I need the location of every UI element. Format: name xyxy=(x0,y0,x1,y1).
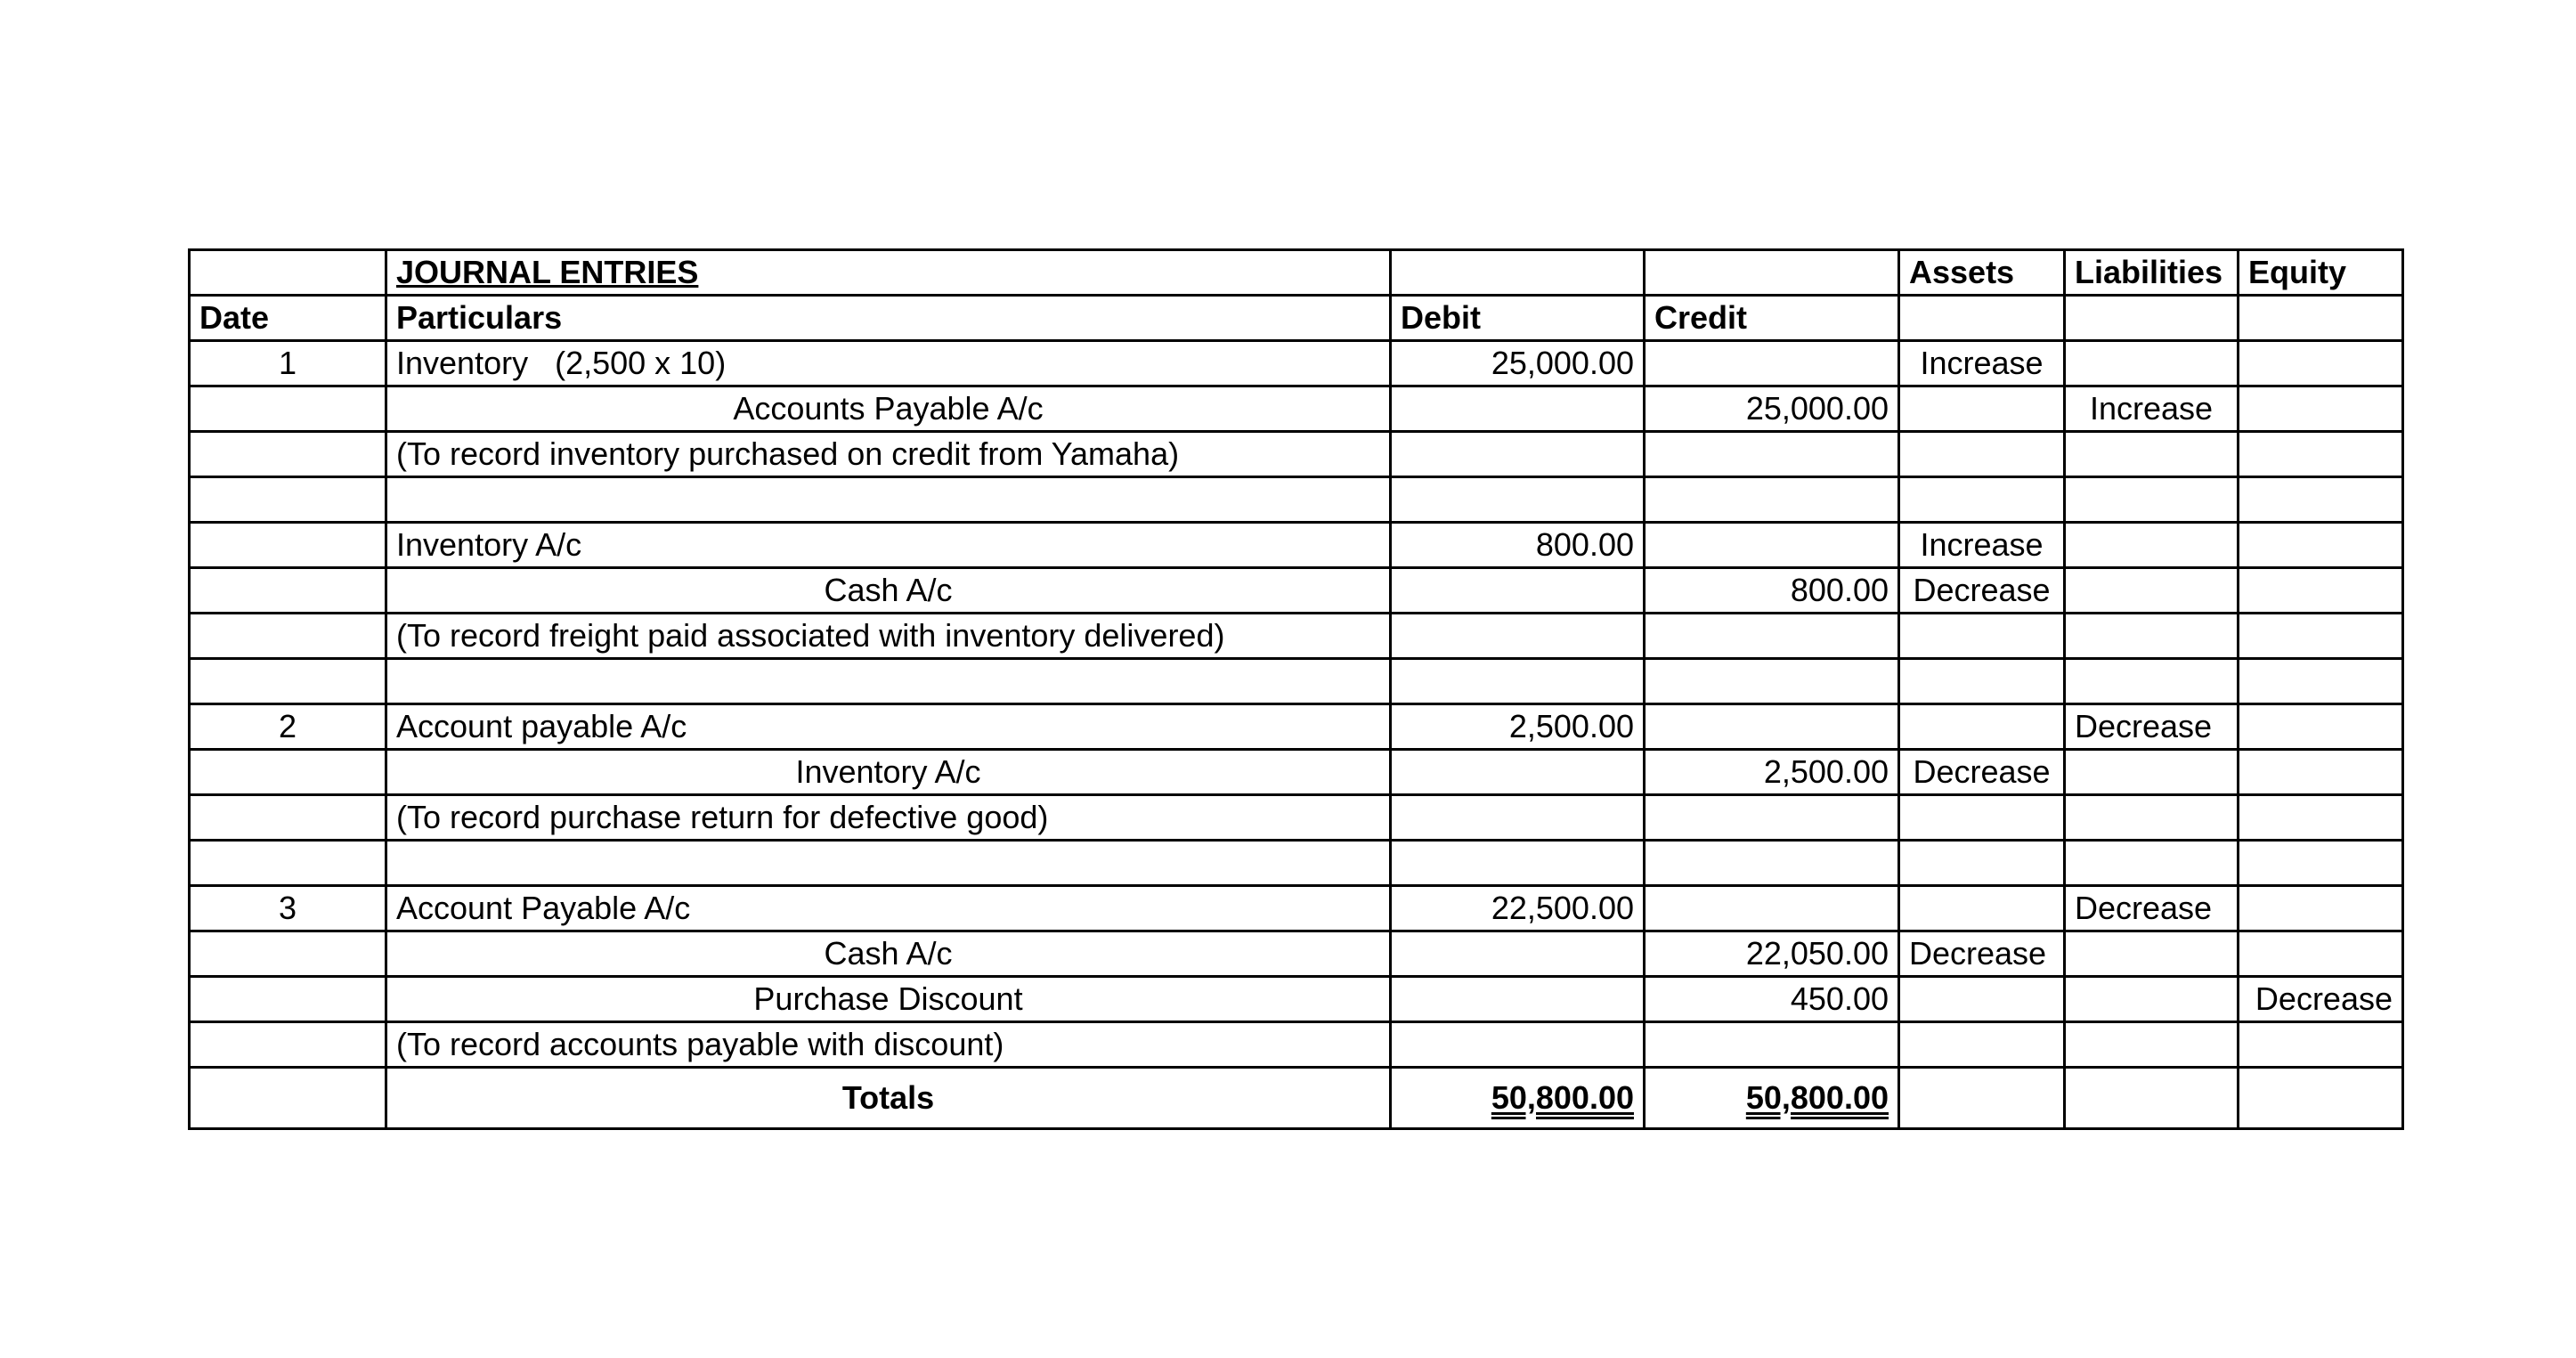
particulars-cell: (To record freight paid associated with inventory delivered) xyxy=(386,614,1391,659)
assets-effect-cell xyxy=(1899,795,2065,841)
equity-effect-cell xyxy=(2239,841,2403,886)
table-row xyxy=(190,614,2403,659)
header-row-top xyxy=(190,250,2403,296)
table-row xyxy=(190,931,2403,977)
table-row xyxy=(190,432,2403,477)
debit-cell xyxy=(1391,477,1645,523)
equity-effect-cell xyxy=(2239,523,2403,568)
debit-cell xyxy=(1391,931,1645,977)
particulars-cell: Account Payable A/c xyxy=(386,886,1391,931)
journal-title: JOURNAL ENTRIES xyxy=(386,250,1391,296)
liabilities-header: Liabilities xyxy=(2065,250,2239,296)
table-row xyxy=(190,477,2403,523)
date-cell xyxy=(190,614,386,659)
equity-effect-cell xyxy=(2239,477,2403,523)
liabilities-effect-cell: Decrease xyxy=(2065,886,2239,931)
particulars-header: Particulars xyxy=(386,296,1391,341)
particulars-cell: Inventory A/c xyxy=(386,523,1391,568)
assets-effect-cell xyxy=(1899,659,2065,704)
table-row xyxy=(190,341,2403,386)
table-row xyxy=(190,704,2403,750)
header-empty-liabilities xyxy=(2065,296,2239,341)
equity-effect-cell xyxy=(2239,341,2403,386)
date-cell xyxy=(190,477,386,523)
equity-effect-cell xyxy=(2239,386,2403,432)
date-header: Date xyxy=(190,296,386,341)
liabilities-effect-cell xyxy=(2065,568,2239,614)
totals-debit xyxy=(1391,1068,1645,1129)
assets-effect-cell xyxy=(1899,977,2065,1022)
header-empty-debit xyxy=(1391,250,1645,296)
credit-cell xyxy=(1645,614,1899,659)
liabilities-effect-cell xyxy=(2065,931,2239,977)
date-cell xyxy=(190,841,386,886)
debit-cell xyxy=(1391,386,1645,432)
equity-header: Equity xyxy=(2239,250,2403,296)
assets-effect-cell xyxy=(1899,614,2065,659)
particulars-cell: Cash A/c xyxy=(386,568,1391,614)
credit-cell xyxy=(1645,1022,1899,1068)
header-empty-equity xyxy=(2239,296,2403,341)
equity-effect-cell xyxy=(2239,432,2403,477)
credit-cell xyxy=(1645,659,1899,704)
date-cell xyxy=(190,523,386,568)
date-cell xyxy=(190,432,386,477)
particulars-cell: Purchase Discount xyxy=(386,977,1391,1022)
date-cell xyxy=(190,977,386,1022)
credit-cell: 450.00 xyxy=(1645,977,1899,1022)
table-row xyxy=(190,977,2403,1022)
totals-empty-assets xyxy=(1899,1068,2065,1129)
particulars-cell: Accounts Payable A/c xyxy=(386,386,1391,432)
debit-cell xyxy=(1391,977,1645,1022)
liabilities-effect-cell xyxy=(2065,523,2239,568)
assets-effect-cell: Increase xyxy=(1899,341,2065,386)
date-cell xyxy=(190,795,386,841)
assets-effect-cell: Decrease xyxy=(1899,750,2065,795)
date-cell xyxy=(190,568,386,614)
liabilities-effect-cell xyxy=(2065,477,2239,523)
assets-effect-cell xyxy=(1899,704,2065,750)
debit-cell xyxy=(1391,841,1645,886)
table-row xyxy=(190,841,2403,886)
particulars-cell xyxy=(386,659,1391,704)
journal-entries-table xyxy=(188,248,2404,1130)
liabilities-effect-cell: Increase xyxy=(2065,386,2239,432)
header-empty-assets xyxy=(1899,296,2065,341)
totals-empty-liabilities xyxy=(2065,1068,2239,1129)
header-row-columns xyxy=(190,296,2403,341)
liabilities-effect-cell xyxy=(2065,1022,2239,1068)
totals-debit-value: 50,800.00 xyxy=(1491,1079,1634,1116)
equity-effect-cell xyxy=(2239,931,2403,977)
liabilities-effect-cell: Decrease xyxy=(2065,704,2239,750)
equity-effect-cell xyxy=(2239,659,2403,704)
equity-effect-cell xyxy=(2239,886,2403,931)
date-cell: 3 xyxy=(190,886,386,931)
debit-cell xyxy=(1391,795,1645,841)
liabilities-effect-cell xyxy=(2065,841,2239,886)
particulars-cell xyxy=(386,477,1391,523)
particulars-cell: Inventory (2,500 x 10) xyxy=(386,341,1391,386)
credit-cell xyxy=(1645,432,1899,477)
date-cell: 2 xyxy=(190,704,386,750)
table-row xyxy=(190,568,2403,614)
particulars-cell: Inventory A/c xyxy=(386,750,1391,795)
equity-effect-cell xyxy=(2239,704,2403,750)
credit-cell xyxy=(1645,795,1899,841)
particulars-cell: Account payable A/c xyxy=(386,704,1391,750)
equity-effect-cell xyxy=(2239,795,2403,841)
credit-cell xyxy=(1645,841,1899,886)
particulars-cell: Cash A/c xyxy=(386,931,1391,977)
liabilities-effect-cell xyxy=(2065,341,2239,386)
totals-label: Totals xyxy=(386,1068,1391,1129)
credit-cell: 800.00 xyxy=(1645,568,1899,614)
debit-header: Debit xyxy=(1391,296,1645,341)
credit-header: Credit xyxy=(1645,296,1899,341)
equity-effect-cell xyxy=(2239,750,2403,795)
credit-cell: 2,500.00 xyxy=(1645,750,1899,795)
liabilities-effect-cell xyxy=(2065,795,2239,841)
debit-cell xyxy=(1391,568,1645,614)
totals-credit xyxy=(1645,1068,1899,1129)
debit-cell xyxy=(1391,1022,1645,1068)
totals-empty-date xyxy=(190,1068,386,1129)
debit-cell xyxy=(1391,659,1645,704)
particulars-cell xyxy=(386,841,1391,886)
debit-cell: 800.00 xyxy=(1391,523,1645,568)
table-row xyxy=(190,1022,2403,1068)
credit-cell: 22,050.00 xyxy=(1645,931,1899,977)
liabilities-effect-cell xyxy=(2065,659,2239,704)
liabilities-effect-cell xyxy=(2065,750,2239,795)
debit-cell: 22,500.00 xyxy=(1391,886,1645,931)
assets-effect-cell: Decrease xyxy=(1899,931,2065,977)
date-cell xyxy=(190,1022,386,1068)
liabilities-effect-cell xyxy=(2065,977,2239,1022)
assets-effect-cell xyxy=(1899,841,2065,886)
assets-effect-cell: Increase xyxy=(1899,523,2065,568)
particulars-cell: (To record inventory purchased on credit from Yamaha) xyxy=(386,432,1391,477)
date-cell xyxy=(190,659,386,704)
assets-effect-cell xyxy=(1899,1022,2065,1068)
debit-cell xyxy=(1391,432,1645,477)
credit-cell xyxy=(1645,523,1899,568)
assets-effect-cell: Decrease xyxy=(1899,568,2065,614)
particulars-cell: (To record accounts payable with discount) xyxy=(386,1022,1391,1068)
date-cell: 1 xyxy=(190,341,386,386)
table-row xyxy=(190,750,2403,795)
assets-effect-cell xyxy=(1899,386,2065,432)
table-row xyxy=(190,523,2403,568)
credit-cell xyxy=(1645,477,1899,523)
credit-cell xyxy=(1645,704,1899,750)
totals-row xyxy=(190,1068,2403,1129)
table-row xyxy=(190,886,2403,931)
credit-cell xyxy=(1645,886,1899,931)
totals-empty-equity xyxy=(2239,1068,2403,1129)
liabilities-effect-cell xyxy=(2065,614,2239,659)
equity-effect-cell xyxy=(2239,1022,2403,1068)
assets-header: Assets xyxy=(1899,250,2065,296)
equity-effect-cell xyxy=(2239,614,2403,659)
date-cell xyxy=(190,931,386,977)
table-row xyxy=(190,659,2403,704)
equity-effect-cell xyxy=(2239,568,2403,614)
credit-cell xyxy=(1645,341,1899,386)
debit-cell: 25,000.00 xyxy=(1391,341,1645,386)
totals-credit-value: 50,800.00 xyxy=(1745,1079,1889,1116)
table-row xyxy=(190,795,2403,841)
table-row xyxy=(190,386,2403,432)
debit-cell xyxy=(1391,750,1645,795)
particulars-cell: (To record purchase return for defective good) xyxy=(386,795,1391,841)
header-empty-credit xyxy=(1645,250,1899,296)
date-cell xyxy=(190,750,386,795)
assets-effect-cell xyxy=(1899,886,2065,931)
credit-cell: 25,000.00 xyxy=(1645,386,1899,432)
debit-cell: 2,500.00 xyxy=(1391,704,1645,750)
header-empty-date xyxy=(190,250,386,296)
equity-effect-cell: Decrease xyxy=(2239,977,2403,1022)
date-cell xyxy=(190,386,386,432)
assets-effect-cell xyxy=(1899,477,2065,523)
debit-cell xyxy=(1391,614,1645,659)
liabilities-effect-cell xyxy=(2065,432,2239,477)
assets-effect-cell xyxy=(1899,432,2065,477)
